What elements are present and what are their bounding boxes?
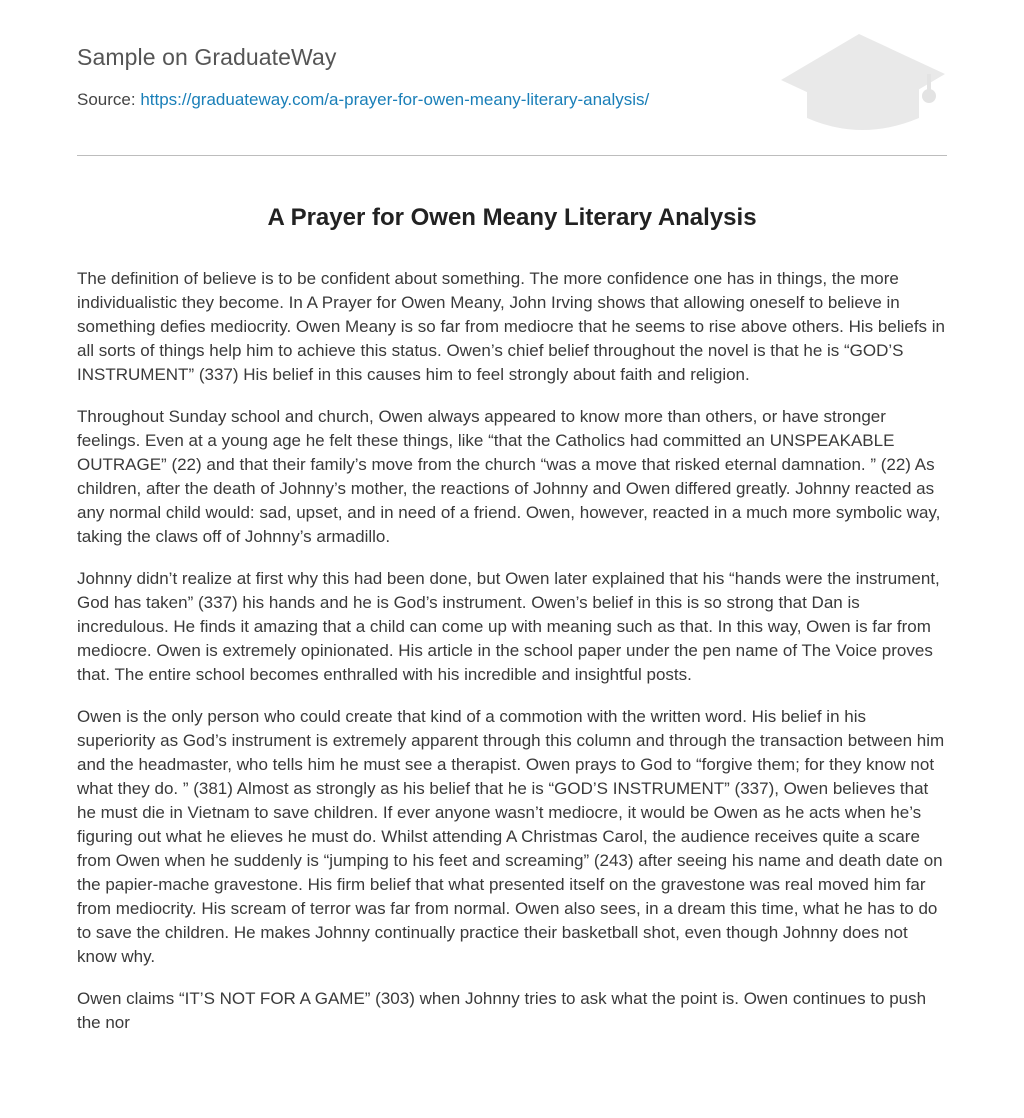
page-header xyxy=(77,0,947,156)
paragraph: The definition of believe is to be confident about something. The more confidence one has in things, the more individualistic they become. In A Prayer for Owen Meany, John Irving shows that allowing oneself to believe in something defies mediocrity. Owen Meany is so far from mediocre that he seems to rise above others. His beliefs in all sorts of things help him to achieve this status. Owen’s chief belief throughout the novel is that he is “GOD’S INSTRUMENT” (337) His belief in this causes him to feel strongly about faith and religion. xyxy=(77,269,946,384)
paragraph: Owen is the only person who could create that kind of a commotion with the written word. His belief in his superiority as God’s instrument is extremely apparent through this column and through the transaction between him and the headmaster, who tells him he must see a therapist. Owen prays to God to “forgive them; for they know not what they do. ” (381) Almost as strongly as his belief that he is “GOD’S INSTRUMENT” (337), Owen believes that he must die in Vietnam to save children. If ever anyone wasn’t mediocre, it would be Owen as he acts when he’s figuring out what he elieves he must do. Whilst attending A Christmas Carol, the audience receives quite a scare from Owen when he suddenly is “jumping to his feet and screaming” (243) after seeing his name and death date on the papier-mache gravestone. His firm belief that what presented itself on the gravestone was real moved him far from mediocrity. His scream of terror was far from normal. Owen also sees, in a dream this time, what he has to do to save the children. He makes Johnny continually practice their basketball shot, even though Johnny does not know why. xyxy=(77,707,945,966)
graduation-cap-icon xyxy=(777,30,947,134)
paragraph: Throughout Sunday school and church, Owen always appeared to know more than others, or have stronger feelings. Even at a young age he felt these things, like “that the Catholics had committed an UNSPEAKABLE OUTRAGE” (22) and that their family’s move from the church “was a move that risked eternal damnation. ” (22) As children, after the death of Johnny’s mother, the reactions of Johnny and Owen differed greatly. Johnny reacted as any normal child would: sad, upset, and in need of a friend. Owen, however, reacted in a much more symbolic way, taking the claws off of Johnny’s armadillo. xyxy=(77,407,941,546)
source-label: Source: xyxy=(77,90,136,109)
site-title: Sample on GraduateWay xyxy=(77,44,337,70)
paragraph: Johnny didn’t realize at first why this had been done, but Owen later explained that his “hands were the instrument, God has taken” (337) his hands and he is God’s instrument. Owen’s belief in this is so strong that Dan is incredulous. He finds it amazing that a child can come up with meaning such as that. In this way, Owen is far from mediocre. Owen is extremely opinionated. His article in the school paper under the pen name of The Voice proves that. The entire school becomes enthralled with his incredible and insightful posts. xyxy=(77,569,940,684)
cap-board xyxy=(781,34,945,120)
document-title: A Prayer for Owen Meany Literary Analysis xyxy=(267,204,757,231)
source-line xyxy=(77,90,649,110)
paragraph: Owen claims “IT’S NOT FOR A GAME” (303) when Johnny tries to ask what the point is. Owen continues to push the nor xyxy=(77,989,927,1032)
article-body xyxy=(77,267,947,1053)
cap-tassel xyxy=(922,89,936,103)
source-link[interactable]: https://graduateway.com/a-prayer-for-owen-meany-literary-analysis/ xyxy=(140,90,650,109)
header-divider xyxy=(77,155,947,156)
